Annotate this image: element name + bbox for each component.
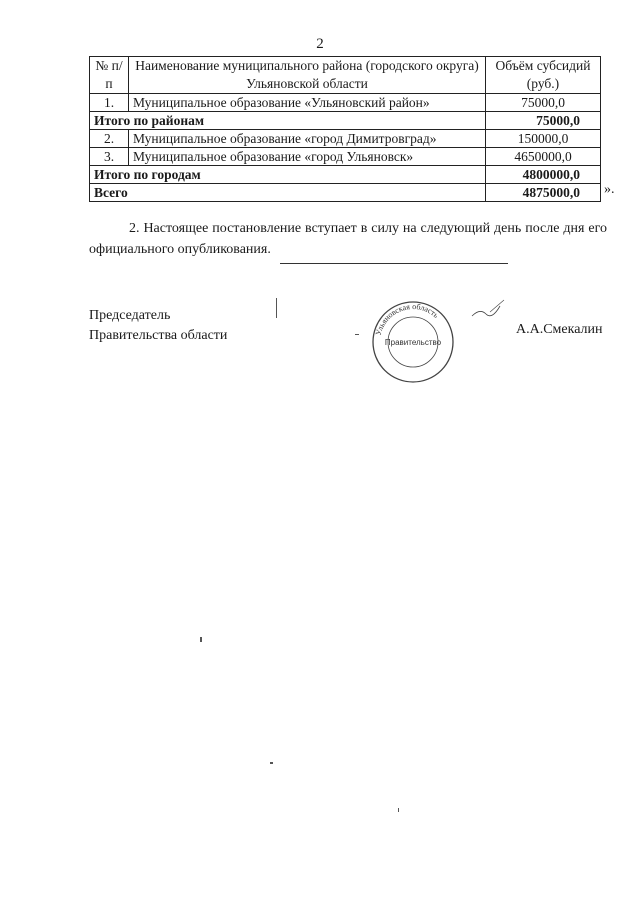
signatory-title-line1: Председатель bbox=[89, 308, 171, 323]
subtotal-volume: 75000,0 bbox=[486, 112, 601, 130]
table-row bbox=[90, 130, 601, 148]
subtotal-volume: 4800000,0 bbox=[486, 166, 601, 184]
signatory-title-line2: Правительства области bbox=[89, 328, 228, 343]
scan-speck bbox=[398, 808, 399, 812]
divider-line bbox=[280, 263, 508, 264]
row-num: 1. bbox=[90, 94, 129, 112]
scan-speck bbox=[200, 637, 202, 642]
row-volume: 150000,0 bbox=[486, 130, 601, 148]
table-row bbox=[90, 148, 601, 166]
header-volume: Объём субсидий (руб.) bbox=[486, 57, 601, 94]
subtotal-row bbox=[90, 112, 601, 130]
row-name: Муниципальное образование «город Димитровград» bbox=[129, 130, 486, 148]
seal-outer-text: Ульяновская область bbox=[373, 301, 441, 337]
total-volume: 4875000,0 bbox=[486, 184, 601, 202]
effective-date-paragraph: 2. Настоящее постановление вступает в силу на следующий день после дня его официального опубликования. bbox=[89, 221, 607, 257]
total-label: Всего bbox=[90, 184, 486, 202]
header-name: Наименование муниципального района (городского округа) Ульяновской области bbox=[129, 57, 486, 94]
row-name: Муниципальное образование «Ульяновский район» bbox=[129, 94, 486, 112]
scan-speck bbox=[270, 762, 273, 764]
scan-speck bbox=[355, 334, 359, 335]
total-row bbox=[90, 184, 601, 202]
page-number: 2 bbox=[316, 36, 324, 52]
table-header-row bbox=[90, 57, 601, 94]
subtotal-row bbox=[90, 166, 601, 184]
closing-quote: ». bbox=[604, 182, 615, 197]
row-num: 2. bbox=[90, 130, 129, 148]
signature-scribble bbox=[470, 298, 510, 328]
row-num: 3. bbox=[90, 148, 129, 166]
header-num: № п/п bbox=[90, 57, 129, 94]
official-seal-stamp bbox=[358, 292, 472, 386]
row-name: Муниципальное образование «город Ульяновск» bbox=[129, 148, 486, 166]
subtotal-label: Итого по районам bbox=[90, 112, 486, 130]
signatory-title bbox=[89, 306, 227, 346]
signatory-name: А.А.Смекалин bbox=[516, 322, 603, 337]
table-row bbox=[90, 94, 601, 112]
row-volume: 75000,0 bbox=[486, 94, 601, 112]
svg-text:Ульяновская область bbox=[374, 302, 441, 336]
subtotal-label: Итого по городам bbox=[90, 166, 486, 184]
subsidy-table bbox=[89, 56, 601, 202]
seal-inner-text: Правительство bbox=[384, 338, 442, 347]
scan-speck bbox=[276, 298, 277, 318]
row-volume: 4650000,0 bbox=[486, 148, 601, 166]
